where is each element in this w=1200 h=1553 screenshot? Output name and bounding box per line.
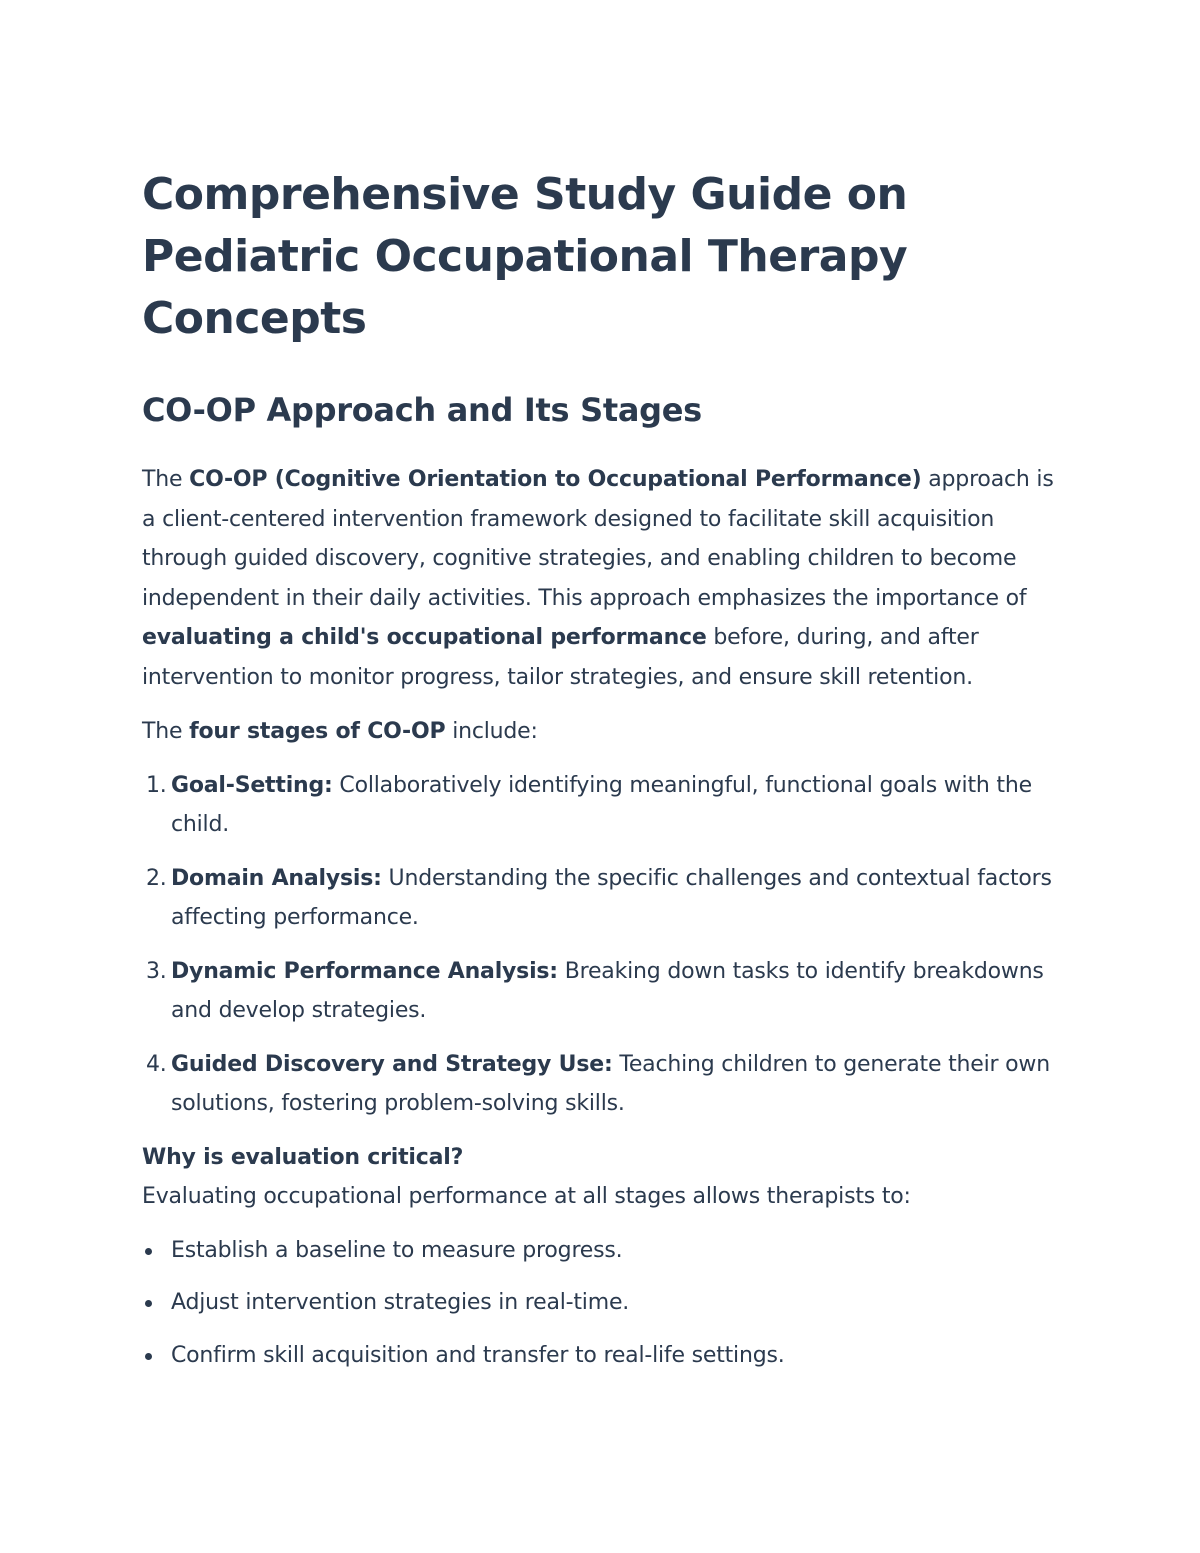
evaluation-bullet-list bbox=[142, 1231, 1062, 1376]
stage-term: Dynamic Performance Analysis: bbox=[171, 958, 558, 984]
stages-lead-paragraph bbox=[142, 712, 1062, 752]
stage-term: Goal-Setting: bbox=[171, 772, 333, 798]
stages-lead-text-1: The bbox=[142, 719, 190, 744]
stage-description: Understanding the specific challenges and contextual factors affecting performance. bbox=[171, 865, 1052, 930]
why-text: Evaluating occupational performance at all stages allows therapists to: bbox=[142, 1184, 911, 1209]
bullet-item bbox=[142, 1231, 1062, 1271]
stage-term: Domain Analysis: bbox=[171, 865, 382, 891]
stages-lead-text-2: include: bbox=[445, 719, 538, 744]
stage-term: Guided Discovery and Strategy Use: bbox=[171, 1051, 613, 1077]
stage-number: 2. bbox=[146, 865, 167, 891]
intro-text-1: The bbox=[142, 467, 190, 492]
bullet-item bbox=[142, 1336, 1062, 1376]
document-title: Comprehensive Study Guide on Pediatric Occupational Therapy Concepts bbox=[142, 169, 908, 344]
document-page bbox=[142, 164, 1062, 1388]
stage-description: Teaching children to generate their own solutions, fostering problem-solving skills. bbox=[171, 1051, 1050, 1116]
stage-number: 3. bbox=[146, 958, 167, 984]
stage-number: 4. bbox=[146, 1051, 167, 1077]
stages-list bbox=[142, 766, 1062, 1124]
stage-item bbox=[142, 1045, 1062, 1124]
intro-text-3: before, during, and after intervention to monitor progress, tailor strategies, and ensure skill retention. bbox=[142, 625, 979, 690]
intro-bold-coop: CO-OP (Cognitive Orientation to Occupational Performance) bbox=[189, 467, 922, 492]
intro-paragraph bbox=[142, 460, 1062, 697]
intro-bold-evaluating: evaluating a child's occupational performance bbox=[142, 625, 707, 650]
intro-text-2: approach is a client-centered intervention framework designed to facilitate skill acquisition through guided discovery, cognitive strategies, and enabling children to become independent in their daily activities. This approach emphasizes the importance of bbox=[142, 467, 1054, 611]
why-heading: Why is evaluation critical? bbox=[142, 1144, 464, 1170]
stage-item bbox=[142, 952, 1062, 1031]
stage-description: Collaboratively identifying meaningful, functional goals with the child. bbox=[171, 772, 1032, 837]
bullet-item bbox=[142, 1283, 1062, 1323]
stage-item bbox=[142, 766, 1062, 845]
bullet-text: Confirm skill acquisition and transfer to real-life settings. bbox=[171, 1342, 785, 1368]
bullet-dot-icon bbox=[145, 1353, 152, 1360]
bullet-text: Establish a baseline to measure progress. bbox=[171, 1237, 623, 1263]
section-heading: CO-OP Approach and Its Stages bbox=[142, 391, 702, 429]
bullet-text: Adjust intervention strategies in real-time. bbox=[171, 1290, 630, 1315]
bullet-dot-icon bbox=[145, 1300, 152, 1307]
stage-description: Breaking down tasks to identify breakdowns and develop strategies. bbox=[171, 958, 1044, 1023]
stages-lead-bold: four stages of CO-OP bbox=[189, 719, 446, 744]
stage-item bbox=[142, 859, 1062, 938]
stage-number: 1. bbox=[146, 772, 167, 798]
bullet-dot-icon bbox=[145, 1248, 152, 1255]
